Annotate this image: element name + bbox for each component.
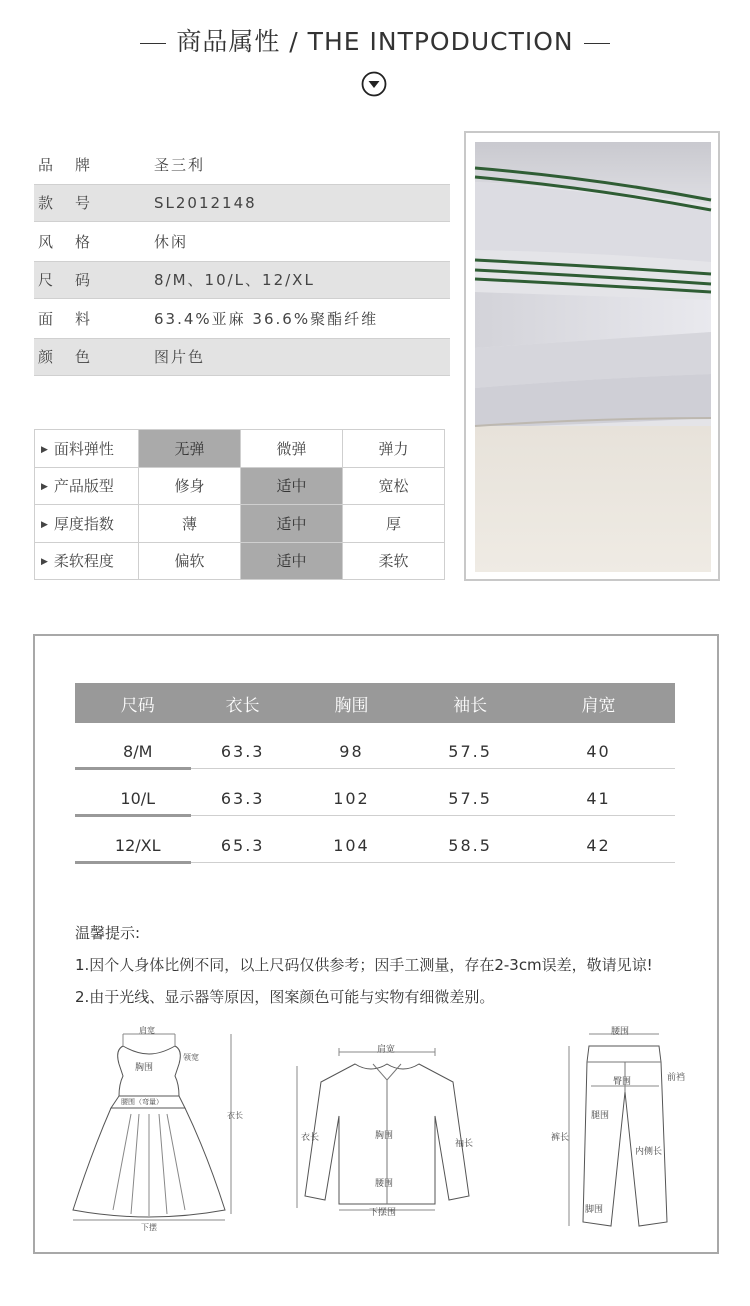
dress-collar-label: 领宽 xyxy=(183,1053,199,1062)
pants-length-label: 裤长 xyxy=(551,1133,570,1143)
size-header-cell: 衣长 xyxy=(225,695,260,716)
feature-option: 弹力 xyxy=(343,430,445,468)
triangle-right-icon: ▶ xyxy=(41,482,48,493)
size-cell: 8/M xyxy=(123,742,153,761)
size-cell: 57.5 xyxy=(448,742,492,761)
feature-option: 微弹 xyxy=(241,430,343,468)
attribute-row-color xyxy=(34,338,450,377)
attribute-value: 8/M、10/L、12/XL xyxy=(154,271,315,290)
size-cell: 12/XL xyxy=(114,836,161,855)
feature-name xyxy=(35,505,139,543)
dress-chest-label: 胸围 xyxy=(135,1063,154,1073)
attribute-row-brand xyxy=(34,145,450,184)
shirt-sleeve-label: 袖长 xyxy=(455,1139,474,1149)
triangle-right-icon: ▶ xyxy=(41,444,48,455)
attribute-value: 图片色 xyxy=(154,348,206,367)
pants-hip-label: 臀围 xyxy=(613,1077,632,1087)
feature-option: 厚 xyxy=(343,505,445,543)
size-cell: 65.3 xyxy=(220,836,265,855)
feature-option: 柔软 xyxy=(343,542,445,580)
size-chart-panel xyxy=(33,634,719,1254)
feature-name xyxy=(35,542,139,580)
size-cell: 42 xyxy=(586,836,611,855)
feature-row-softness xyxy=(35,542,445,580)
size-cell: 58.5 xyxy=(448,836,492,855)
size-cell: 41 xyxy=(586,789,611,808)
feature-option-selected: 适中 xyxy=(241,542,343,580)
size-header-cell: 胸围 xyxy=(334,695,369,716)
pants-rise-label: 前裆 xyxy=(667,1073,686,1083)
feature-row-thickness xyxy=(35,505,445,543)
feature-option: 偏软 xyxy=(139,542,241,580)
chevron-down-circle-icon xyxy=(361,71,387,97)
size-header-cell: 肩宽 xyxy=(581,695,616,716)
size-cell: 98 xyxy=(339,742,364,761)
page-title xyxy=(0,22,750,58)
size-cell: 57.5 xyxy=(448,789,492,808)
size-row-underline xyxy=(75,861,191,864)
feature-row-elasticity xyxy=(35,430,445,468)
feature-name-text: 产品版型 xyxy=(53,477,114,496)
size-cell: 63.3 xyxy=(220,789,265,808)
tips-line-2: 2.由于光线、显示器等原因，图案颜色可能与实物有细微差别。 xyxy=(75,988,495,1006)
pants-leg-opening-label: 脚围 xyxy=(585,1205,604,1215)
size-cell: 10/L xyxy=(120,789,156,808)
attribute-row-style xyxy=(34,222,450,261)
feature-option-selected: 无弹 xyxy=(139,430,241,468)
shirt-chest-label: 胸围 xyxy=(375,1131,394,1141)
feature-option: 薄 xyxy=(139,505,241,543)
size-header-cell: 尺码 xyxy=(120,695,155,716)
size-row-underline xyxy=(75,814,191,817)
dress-length-label: 衣长 xyxy=(227,1111,243,1120)
size-table-row xyxy=(75,829,675,863)
shirt-waist-label: 腰围 xyxy=(375,1179,394,1189)
fabric-photo-frame xyxy=(464,131,720,581)
feature-row-fit xyxy=(35,467,445,505)
feature-table xyxy=(34,429,445,580)
feature-name-text: 柔软程度 xyxy=(53,552,114,571)
shirt-diagram xyxy=(287,1036,487,1220)
pants-diagram xyxy=(547,1022,697,1238)
feature-name-text: 厚度指数 xyxy=(53,514,114,533)
feature-option-selected: 适中 xyxy=(241,467,343,505)
pants-thigh-label: 腿围 xyxy=(591,1111,610,1121)
tips-block xyxy=(75,922,653,1018)
attribute-row-fabric xyxy=(34,299,450,338)
tips-title: 温馨提示: xyxy=(75,924,141,942)
attribute-label: 颜色 xyxy=(38,348,113,367)
attribute-row-style-number xyxy=(34,184,450,223)
shirt-hem-label: 下摆围 xyxy=(369,1208,397,1218)
dress-shoulder-label: 肩宽 xyxy=(139,1026,155,1035)
section-header xyxy=(0,22,750,58)
size-table-header xyxy=(75,683,675,723)
shirt-shoulder-label: 肩宽 xyxy=(377,1045,396,1055)
attribute-value: 63.4%亚麻 36.6%聚酯纤维 xyxy=(154,309,379,328)
tips-line-1: 1.因个人身体比例不同，以上尺码仅供参考；因手工测量，存在2-3cm误差，敬请见谅! xyxy=(75,956,653,974)
size-table-row xyxy=(75,782,675,816)
attribute-label: 品牌 xyxy=(38,155,113,174)
attribute-label: 款号 xyxy=(38,194,113,213)
attribute-value: SL2012148 xyxy=(154,193,257,212)
dress-waist-label: 腰围（弯量） xyxy=(121,1098,163,1106)
feature-option: 宽松 xyxy=(343,467,445,505)
attribute-value: 休闲 xyxy=(154,232,189,251)
feature-option: 修身 xyxy=(139,467,241,505)
size-row-underline xyxy=(75,767,191,770)
triangle-right-icon: ▶ xyxy=(41,519,48,530)
size-cell: 63.3 xyxy=(220,742,265,761)
feature-name xyxy=(35,430,139,468)
shirt-length-label: 衣长 xyxy=(301,1133,320,1143)
size-header-cell: 袖长 xyxy=(453,695,488,716)
title-text: 商品属性 / THE INTPODUCTION xyxy=(176,27,574,56)
dress-hem-label: 下摆 xyxy=(141,1223,157,1232)
dress-diagram xyxy=(61,1024,241,1238)
feature-name-text: 面料弹性 xyxy=(53,439,114,458)
attribute-value: 圣三利 xyxy=(154,155,206,174)
feature-name xyxy=(35,467,139,505)
triangle-right-icon: ▶ xyxy=(41,557,48,568)
attribute-row-size xyxy=(34,261,450,300)
attribute-label: 尺码 xyxy=(38,271,113,290)
fabric-photo xyxy=(475,142,709,570)
size-cell: 102 xyxy=(333,789,370,808)
attribute-label: 风格 xyxy=(38,232,113,251)
size-cell: 40 xyxy=(586,742,611,761)
size-table-row xyxy=(75,735,675,769)
size-cell: 104 xyxy=(333,836,370,855)
attribute-list xyxy=(34,145,450,376)
title-dash-right xyxy=(584,43,610,44)
pants-inseam-label: 内侧长 xyxy=(635,1147,663,1157)
title-dash-left xyxy=(140,43,166,44)
pants-waist-label: 腰围 xyxy=(611,1027,630,1037)
attribute-label: 面料 xyxy=(38,309,113,328)
feature-option-selected: 适中 xyxy=(241,505,343,543)
